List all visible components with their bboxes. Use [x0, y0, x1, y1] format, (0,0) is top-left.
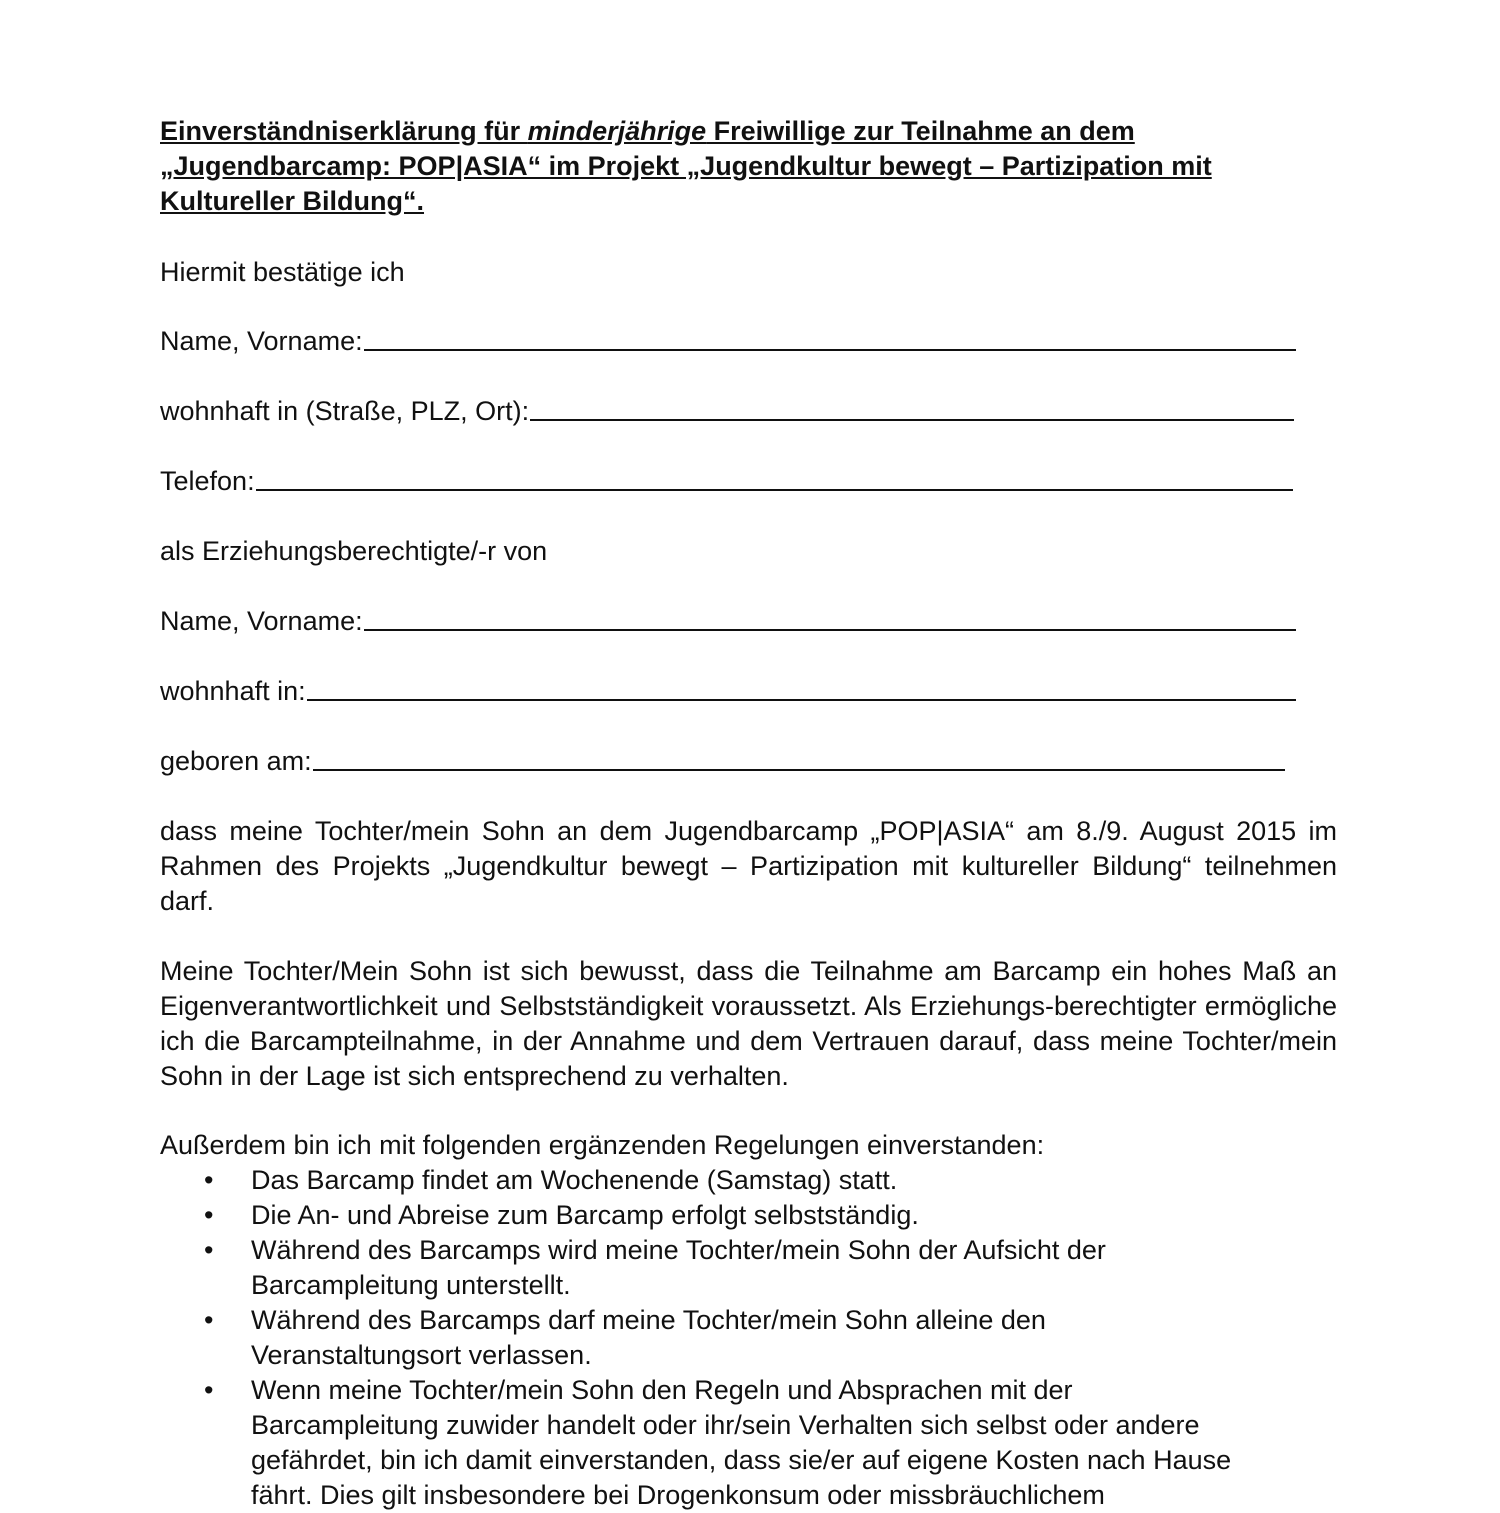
rule-item: • Während des Barcamps wird meine Tochter/mein Sohn der Aufsicht der Barcampleitung unterstellt. [160, 1233, 1260, 1303]
rule-item: • Die An- und Abreise zum Barcamp erfolgt selbstständig. [160, 1198, 1260, 1233]
rule-item: • Wenn meine Tochter/mein Sohn den Regeln und Absprachen mit der Barcampleitung zuwider handelt oder ihr/sein Verhalten sich selbst oder andere gefährdet, bin ich damit einverstanden, dass sie/er auf eigene Kosten nach Hause fährt. Dies gilt insbesondere bei Drogenkonsum oder missbräuchlichem [160, 1373, 1260, 1513]
consent-paragraph: dass meine Tochter/mein Sohn an dem Jugendbarcamp „POP|ASIA“ am 8./9. August 2015 im Rahmen des Projekts „Jugendkultur bewegt – Partizipation mit kultureller Bildung“ teilnehmen darf. [160, 816, 1337, 916]
rules-list [160, 1163, 1260, 1513]
document-title: Einverständniserklärung für minderjährige Freiwillige zur Teilnahme an dem „Jugendbarcamp: POP|ASIA“ im Projekt „Jugendkultur bewegt – Partizipation mit Kultureller Bildung“. [160, 116, 1212, 216]
responsibility-paragraph: Meine Tochter/Mein Sohn ist sich bewusst, dass die Teilnahme am Barcamp ein hohes Maß an Eigenverantwortlichkeit und Selbstständigkeit voraussetzt. Als Erziehungs-berechtigter ermögliche ich die Barcampteilnahme, in der Annahme und dem Vertrauen darauf, dass meine Tochter/mein Sohn in der Lage ist sich entsprechend zu verhalten. [160, 956, 1337, 1091]
intro-text: Hiermit bestätige ich [160, 257, 405, 287]
child-birthdate-field[interactable]: geboren am: [160, 744, 1285, 779]
guardian-of-text: als Erziehungsberechtigte/-r von [160, 536, 548, 566]
rules-intro: Außerdem bin ich mit folgenden ergänzenden Regelungen einverstanden: [160, 1130, 1045, 1160]
parent-phone-field[interactable]: Telefon: [160, 464, 1293, 499]
rule-item: • Während des Barcamps darf meine Tochter/mein Sohn alleine den Veranstaltungsort verlassen. [160, 1303, 1260, 1373]
parent-name-field[interactable]: Name, Vorname: [160, 324, 1296, 359]
child-name-field[interactable]: Name, Vorname: [160, 604, 1296, 639]
parent-address-field[interactable]: wohnhaft in (Straße, PLZ, Ort): [160, 394, 1294, 429]
rule-item: • Das Barcamp findet am Wochenende (Samstag) statt. [160, 1163, 1260, 1198]
child-address-field[interactable]: wohnhaft in: [160, 674, 1296, 709]
